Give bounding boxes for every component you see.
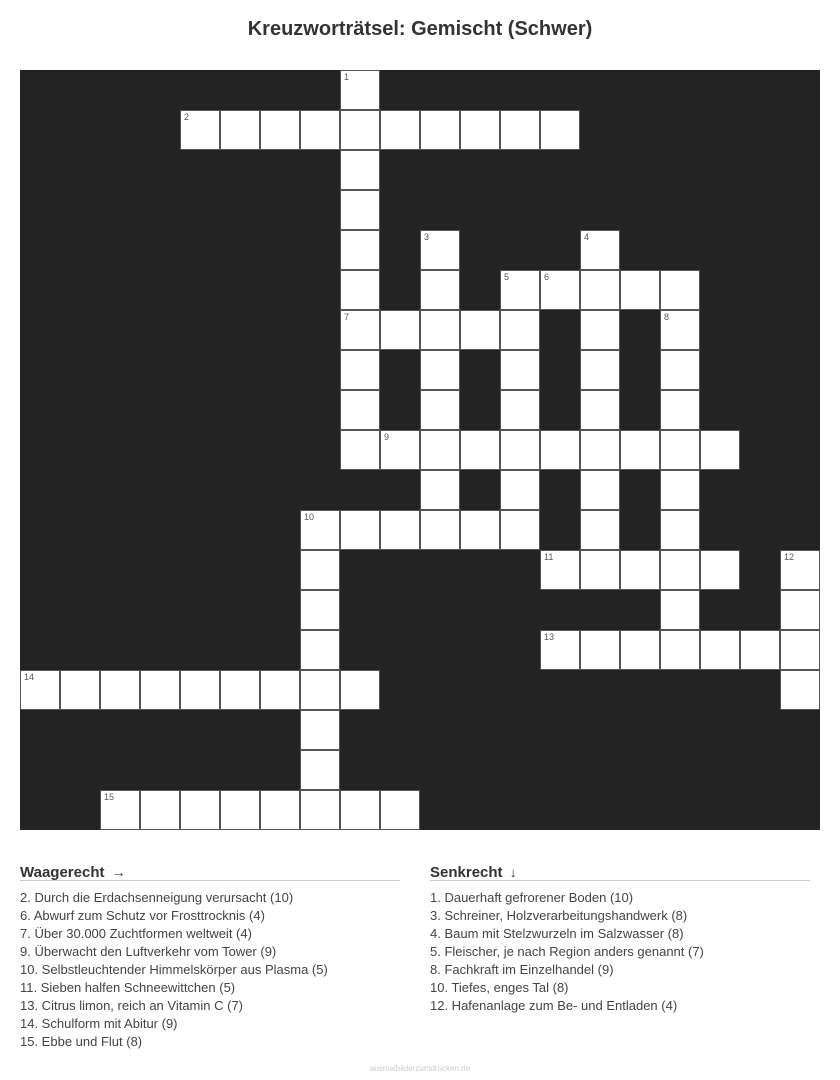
grid-cell[interactable] xyxy=(260,790,300,830)
grid-cell[interactable] xyxy=(220,110,260,150)
grid-cell[interactable] xyxy=(340,310,380,350)
grid-cell[interactable] xyxy=(420,430,460,470)
clue-number: 14 xyxy=(24,672,35,682)
clue-item: 15. Ebbe und Flut (8) xyxy=(20,1034,143,1049)
grid-cell[interactable] xyxy=(300,110,340,150)
arrow-down-icon: ↓ xyxy=(509,864,517,880)
grid-cell[interactable] xyxy=(500,390,540,430)
grid-cell[interactable] xyxy=(580,390,620,430)
grid-cell[interactable] xyxy=(380,430,420,470)
clue-item: 5. Fleischer, je nach Region anders genannt (7) xyxy=(430,944,704,959)
down-heading-label: Senkrecht xyxy=(430,864,503,881)
grid-cell[interactable] xyxy=(180,670,220,710)
grid-cell[interactable] xyxy=(620,430,660,470)
grid-cell[interactable] xyxy=(660,350,700,390)
clue-number: 7 xyxy=(344,312,350,322)
across-heading xyxy=(20,860,400,881)
grid-cell[interactable] xyxy=(220,790,260,830)
clue-item: 4. Baum mit Stelzwurzeln im Salzwasser (8) xyxy=(430,926,684,941)
grid-cell[interactable] xyxy=(300,750,340,790)
grid-cell[interactable] xyxy=(420,350,460,390)
clue-item: 2. Durch die Erdachsenneigung verursacht (10) xyxy=(20,890,294,905)
grid-cell[interactable] xyxy=(380,790,420,830)
clue-item: 10. Selbstleuchtender Himmelskörper aus Plasma (5) xyxy=(20,962,328,977)
clue-item: 13. Citrus limon, reich an Vitamin C (7) xyxy=(20,998,244,1013)
grid-cell[interactable] xyxy=(540,630,580,670)
grid-cell[interactable] xyxy=(620,630,660,670)
grid-cell[interactable] xyxy=(260,670,300,710)
down-heading xyxy=(430,860,810,881)
grid-cell[interactable] xyxy=(660,390,700,430)
grid-cell[interactable] xyxy=(620,550,660,590)
clue-item: 14. Schulform mit Abitur (9) xyxy=(20,1016,178,1031)
grid-cell[interactable] xyxy=(540,270,580,310)
grid-cell[interactable] xyxy=(220,670,260,710)
arrow-right-icon: → xyxy=(111,864,126,880)
grid-cell[interactable] xyxy=(140,670,180,710)
grid-cell[interactable] xyxy=(660,430,700,470)
grid-cell[interactable] xyxy=(340,150,380,190)
grid-cell[interactable] xyxy=(420,270,460,310)
grid-cell[interactable] xyxy=(100,790,140,830)
grid-cell[interactable] xyxy=(500,470,540,510)
grid-cell[interactable] xyxy=(300,790,340,830)
clue-number: 4 xyxy=(584,232,590,242)
clue-number: 11 xyxy=(544,552,554,562)
clue-number: 1 xyxy=(344,72,350,82)
grid-cell[interactable] xyxy=(340,70,380,110)
grid-cell[interactable] xyxy=(380,110,420,150)
down-clue-list xyxy=(430,889,810,1015)
grid-cell[interactable] xyxy=(580,550,620,590)
grid-cell[interactable] xyxy=(140,790,180,830)
grid-cell[interactable] xyxy=(500,510,540,550)
grid-cell[interactable] xyxy=(420,110,460,150)
grid-cell[interactable] xyxy=(300,670,340,710)
clue-number: 10 xyxy=(304,512,315,522)
grid-cell[interactable] xyxy=(580,430,620,470)
across-clues xyxy=(20,860,400,1051)
grid-cell[interactable] xyxy=(340,270,380,310)
grid-cell[interactable] xyxy=(580,270,620,310)
grid-cell[interactable] xyxy=(340,350,380,390)
grid-cell[interactable] xyxy=(340,390,380,430)
grid-cell[interactable] xyxy=(340,430,380,470)
grid-cell[interactable] xyxy=(420,230,460,270)
grid-cell[interactable] xyxy=(420,510,460,550)
grid-cell[interactable] xyxy=(340,110,380,150)
grid-cell[interactable] xyxy=(780,630,820,670)
clue-item: 10. Tiefes, enges Tal (8) xyxy=(430,980,569,995)
grid-cell[interactable] xyxy=(420,310,460,350)
grid-cell[interactable] xyxy=(20,670,60,710)
grid-cell[interactable] xyxy=(500,110,540,150)
grid-cell[interactable] xyxy=(700,550,740,590)
grid-cell[interactable] xyxy=(580,230,620,270)
grid-cell[interactable] xyxy=(500,310,540,350)
clue-number: 5 xyxy=(504,272,510,282)
grid-cell[interactable] xyxy=(660,590,700,630)
clue-number: 2 xyxy=(184,112,190,122)
grid-cell[interactable] xyxy=(380,510,420,550)
clue-number: 8 xyxy=(664,312,670,322)
grid-cell[interactable] xyxy=(300,510,340,550)
clue-item: 6. Abwurf zum Schutz vor Frosttrocknis (4) xyxy=(20,908,265,923)
clue-item: 1. Dauerhaft gefrorener Boden (10) xyxy=(430,890,634,905)
grid-cell[interactable] xyxy=(660,470,700,510)
grid-cell[interactable] xyxy=(580,630,620,670)
grid-cell[interactable] xyxy=(500,430,540,470)
grid-cell[interactable] xyxy=(700,430,740,470)
grid-cell[interactable] xyxy=(300,550,340,590)
grid-cell[interactable] xyxy=(300,710,340,750)
grid-cell[interactable] xyxy=(660,310,700,350)
grid-cell[interactable] xyxy=(60,670,100,710)
clue-item: 9. Überwacht den Luftverkehr vom Tower (9) xyxy=(20,944,277,959)
grid-cell[interactable] xyxy=(420,390,460,430)
grid-cell[interactable] xyxy=(340,670,380,710)
grid-cell[interactable] xyxy=(700,630,740,670)
grid-cell[interactable] xyxy=(500,270,540,310)
crossword-grid xyxy=(20,70,820,830)
grid-cell[interactable] xyxy=(580,470,620,510)
footer-credit: ausmalbilderzumdrucken.de xyxy=(369,1064,471,1073)
grid-cell[interactable] xyxy=(340,190,380,230)
clue-number: 9 xyxy=(384,432,390,442)
grid-cell[interactable] xyxy=(660,510,700,550)
across-clue-list xyxy=(20,889,400,1051)
clue-item: 3. Schreiner, Holzverarbeitungshandwerk (8) xyxy=(430,908,688,923)
grid-cell[interactable] xyxy=(460,510,500,550)
grid-cell[interactable] xyxy=(580,510,620,550)
grid-cell[interactable] xyxy=(660,270,700,310)
grid-cell[interactable] xyxy=(300,590,340,630)
grid-cell[interactable] xyxy=(780,550,820,590)
clue-item: 7. Über 30.000 Zuchtformen weltweit (4) xyxy=(20,926,252,941)
across-heading-label: Waagerecht xyxy=(20,864,105,881)
grid-cell[interactable] xyxy=(540,430,580,470)
clue-number: 6 xyxy=(544,272,550,282)
grid-cell[interactable] xyxy=(340,510,380,550)
grid-cell[interactable] xyxy=(260,110,300,150)
clue-item: 12. Hafenanlage zum Be- und Entladen (4) xyxy=(430,998,678,1013)
grid-cell[interactable] xyxy=(340,230,380,270)
grid-cell[interactable] xyxy=(300,630,340,670)
grid-cell[interactable] xyxy=(340,790,380,830)
grid-cell[interactable] xyxy=(580,310,620,350)
grid-cell[interactable] xyxy=(540,110,580,150)
clue-number: 3 xyxy=(424,232,430,242)
grid-cell[interactable] xyxy=(580,350,620,390)
down-clues xyxy=(430,860,810,1015)
grid-cell[interactable] xyxy=(780,670,820,710)
clue-item: 11. Sieben halfen Schneewittchen (5) xyxy=(20,980,236,995)
clue-number: 15 xyxy=(104,792,115,802)
grid-cell[interactable] xyxy=(460,310,500,350)
clue-number: 13 xyxy=(544,632,555,642)
grid-cell[interactable] xyxy=(780,590,820,630)
grid-cell[interactable] xyxy=(460,110,500,150)
grid-cell[interactable] xyxy=(380,310,420,350)
grid-cell[interactable] xyxy=(100,670,140,710)
grid-cell[interactable] xyxy=(180,110,220,150)
grid-cell[interactable] xyxy=(180,790,220,830)
clue-number: 12 xyxy=(784,552,795,562)
grid-cell[interactable] xyxy=(740,630,780,670)
page-title: Kreuzworträtsel: Gemischt (Schwer) xyxy=(247,18,593,40)
grid-cell[interactable] xyxy=(660,630,700,670)
grid-cell[interactable] xyxy=(540,550,580,590)
grid-cell[interactable] xyxy=(660,550,700,590)
grid-cell[interactable] xyxy=(500,350,540,390)
clue-item: 8. Fachkraft im Einzelhandel (9) xyxy=(430,962,614,977)
grid-cell[interactable] xyxy=(460,430,500,470)
grid-cell[interactable] xyxy=(620,270,660,310)
grid-cell[interactable] xyxy=(420,470,460,510)
